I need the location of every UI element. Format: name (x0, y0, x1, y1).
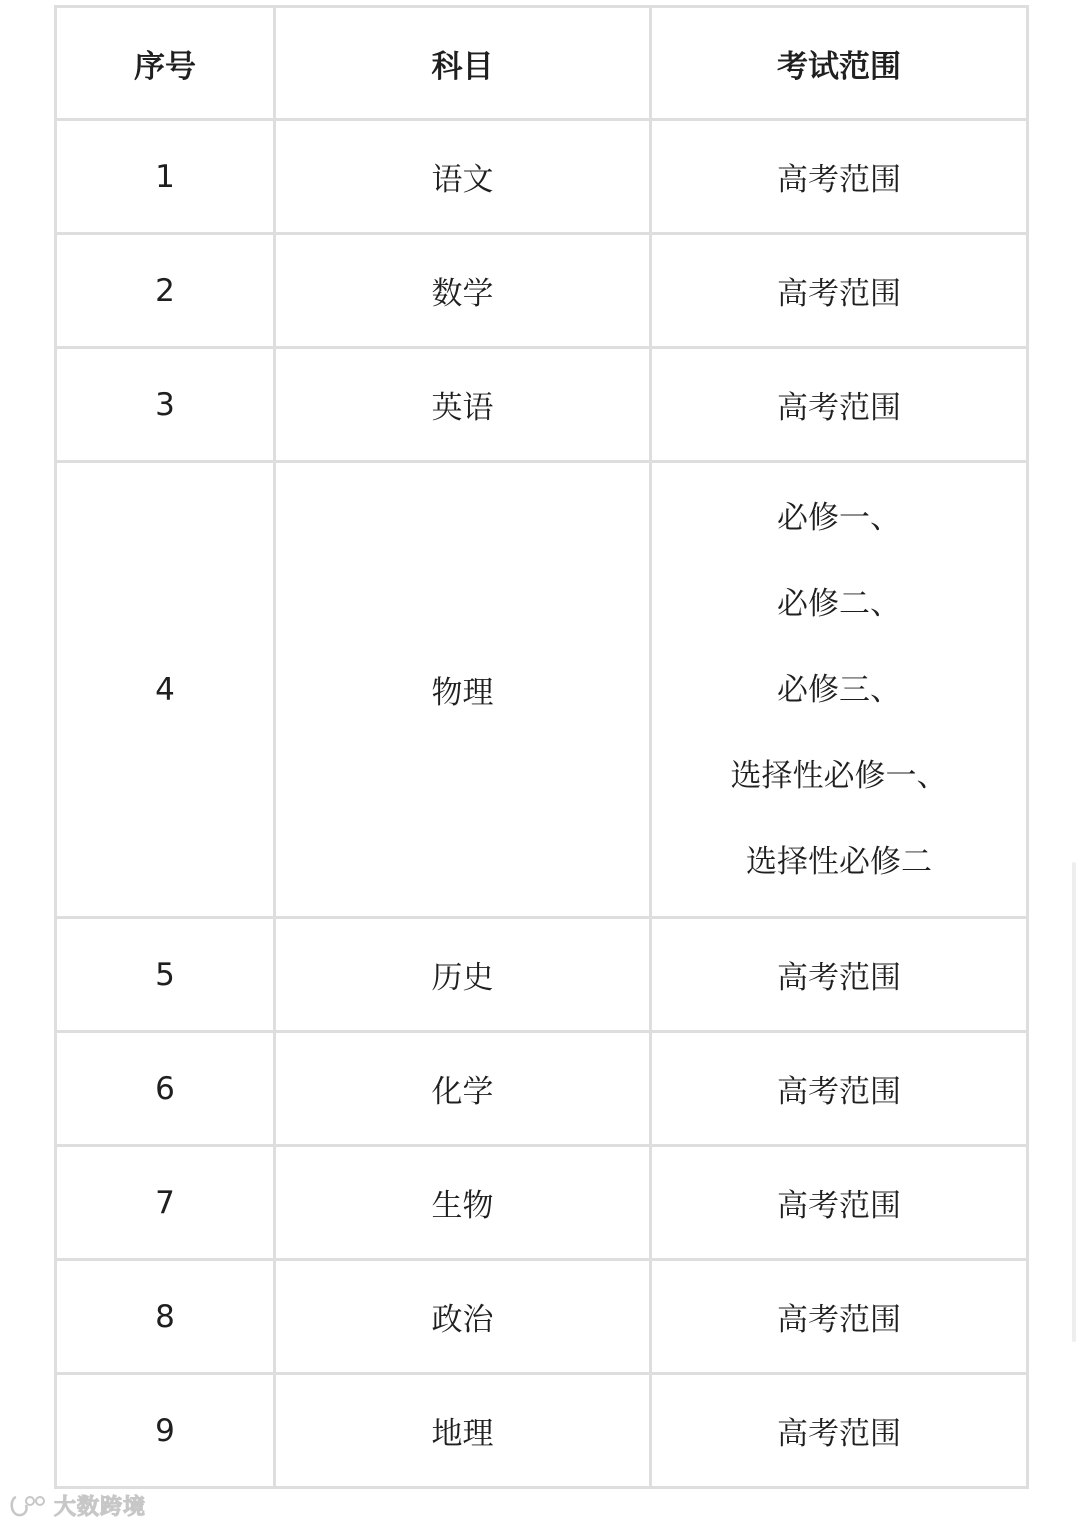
table-row (56, 1146, 1028, 1260)
table-row (56, 120, 1028, 234)
row-no: 5 (56, 918, 275, 1032)
table-row (56, 1260, 1028, 1374)
watermark (8, 1490, 146, 1521)
table-row (56, 1032, 1028, 1146)
row-no: 8 (56, 1260, 275, 1374)
exam-scope-table (54, 5, 1029, 1489)
row-subject: 物理 (275, 462, 651, 918)
row-scope: 高考范围 (651, 120, 1028, 234)
table-header-row (56, 7, 1028, 120)
scope-line: 必修二、 (777, 585, 901, 622)
row-subject: 生物 (275, 1146, 651, 1260)
row-subject: 语文 (275, 120, 651, 234)
row-scope (651, 462, 1028, 918)
row-subject: 政治 (275, 1260, 651, 1374)
row-no: 9 (56, 1374, 275, 1488)
scope-line: 必修三、 (777, 671, 901, 708)
row-no: 3 (56, 348, 275, 462)
header-subject: 科目 (275, 7, 651, 120)
table-row (56, 918, 1028, 1032)
row-subject: 地理 (275, 1374, 651, 1488)
row-subject: 历史 (275, 918, 651, 1032)
header-scope: 考试范围 (651, 7, 1028, 120)
scope-line: 选择性必修二 (746, 843, 932, 880)
row-no: 7 (56, 1146, 275, 1260)
scope-line-list (652, 475, 1026, 905)
row-scope: 高考范围 (651, 1260, 1028, 1374)
table-row (56, 234, 1028, 348)
watermark-text: 大数跨境 (54, 1495, 147, 1520)
row-subject: 英语 (275, 348, 651, 462)
scrollbar[interactable] (1072, 862, 1076, 1342)
row-scope: 高考范围 (651, 918, 1028, 1032)
row-scope: 高考范围 (651, 348, 1028, 462)
row-scope: 高考范围 (651, 234, 1028, 348)
table-row (56, 1374, 1028, 1488)
row-no: 2 (56, 234, 275, 348)
table-row (56, 348, 1028, 462)
row-scope: 高考范围 (651, 1032, 1028, 1146)
row-scope: 高考范围 (651, 1146, 1028, 1260)
row-subject: 化学 (275, 1032, 651, 1146)
row-scope: 高考范围 (651, 1374, 1028, 1488)
scope-line: 选择性必修一、 (730, 757, 948, 794)
row-subject: 数学 (275, 234, 651, 348)
row-no: 6 (56, 1032, 275, 1146)
row-no: 4 (56, 462, 275, 918)
table-row (56, 462, 1028, 918)
brand-logo-icon (8, 1493, 48, 1519)
header-no: 序号 (56, 7, 275, 120)
scope-line: 必修一、 (777, 499, 901, 536)
row-no: 1 (56, 120, 275, 234)
